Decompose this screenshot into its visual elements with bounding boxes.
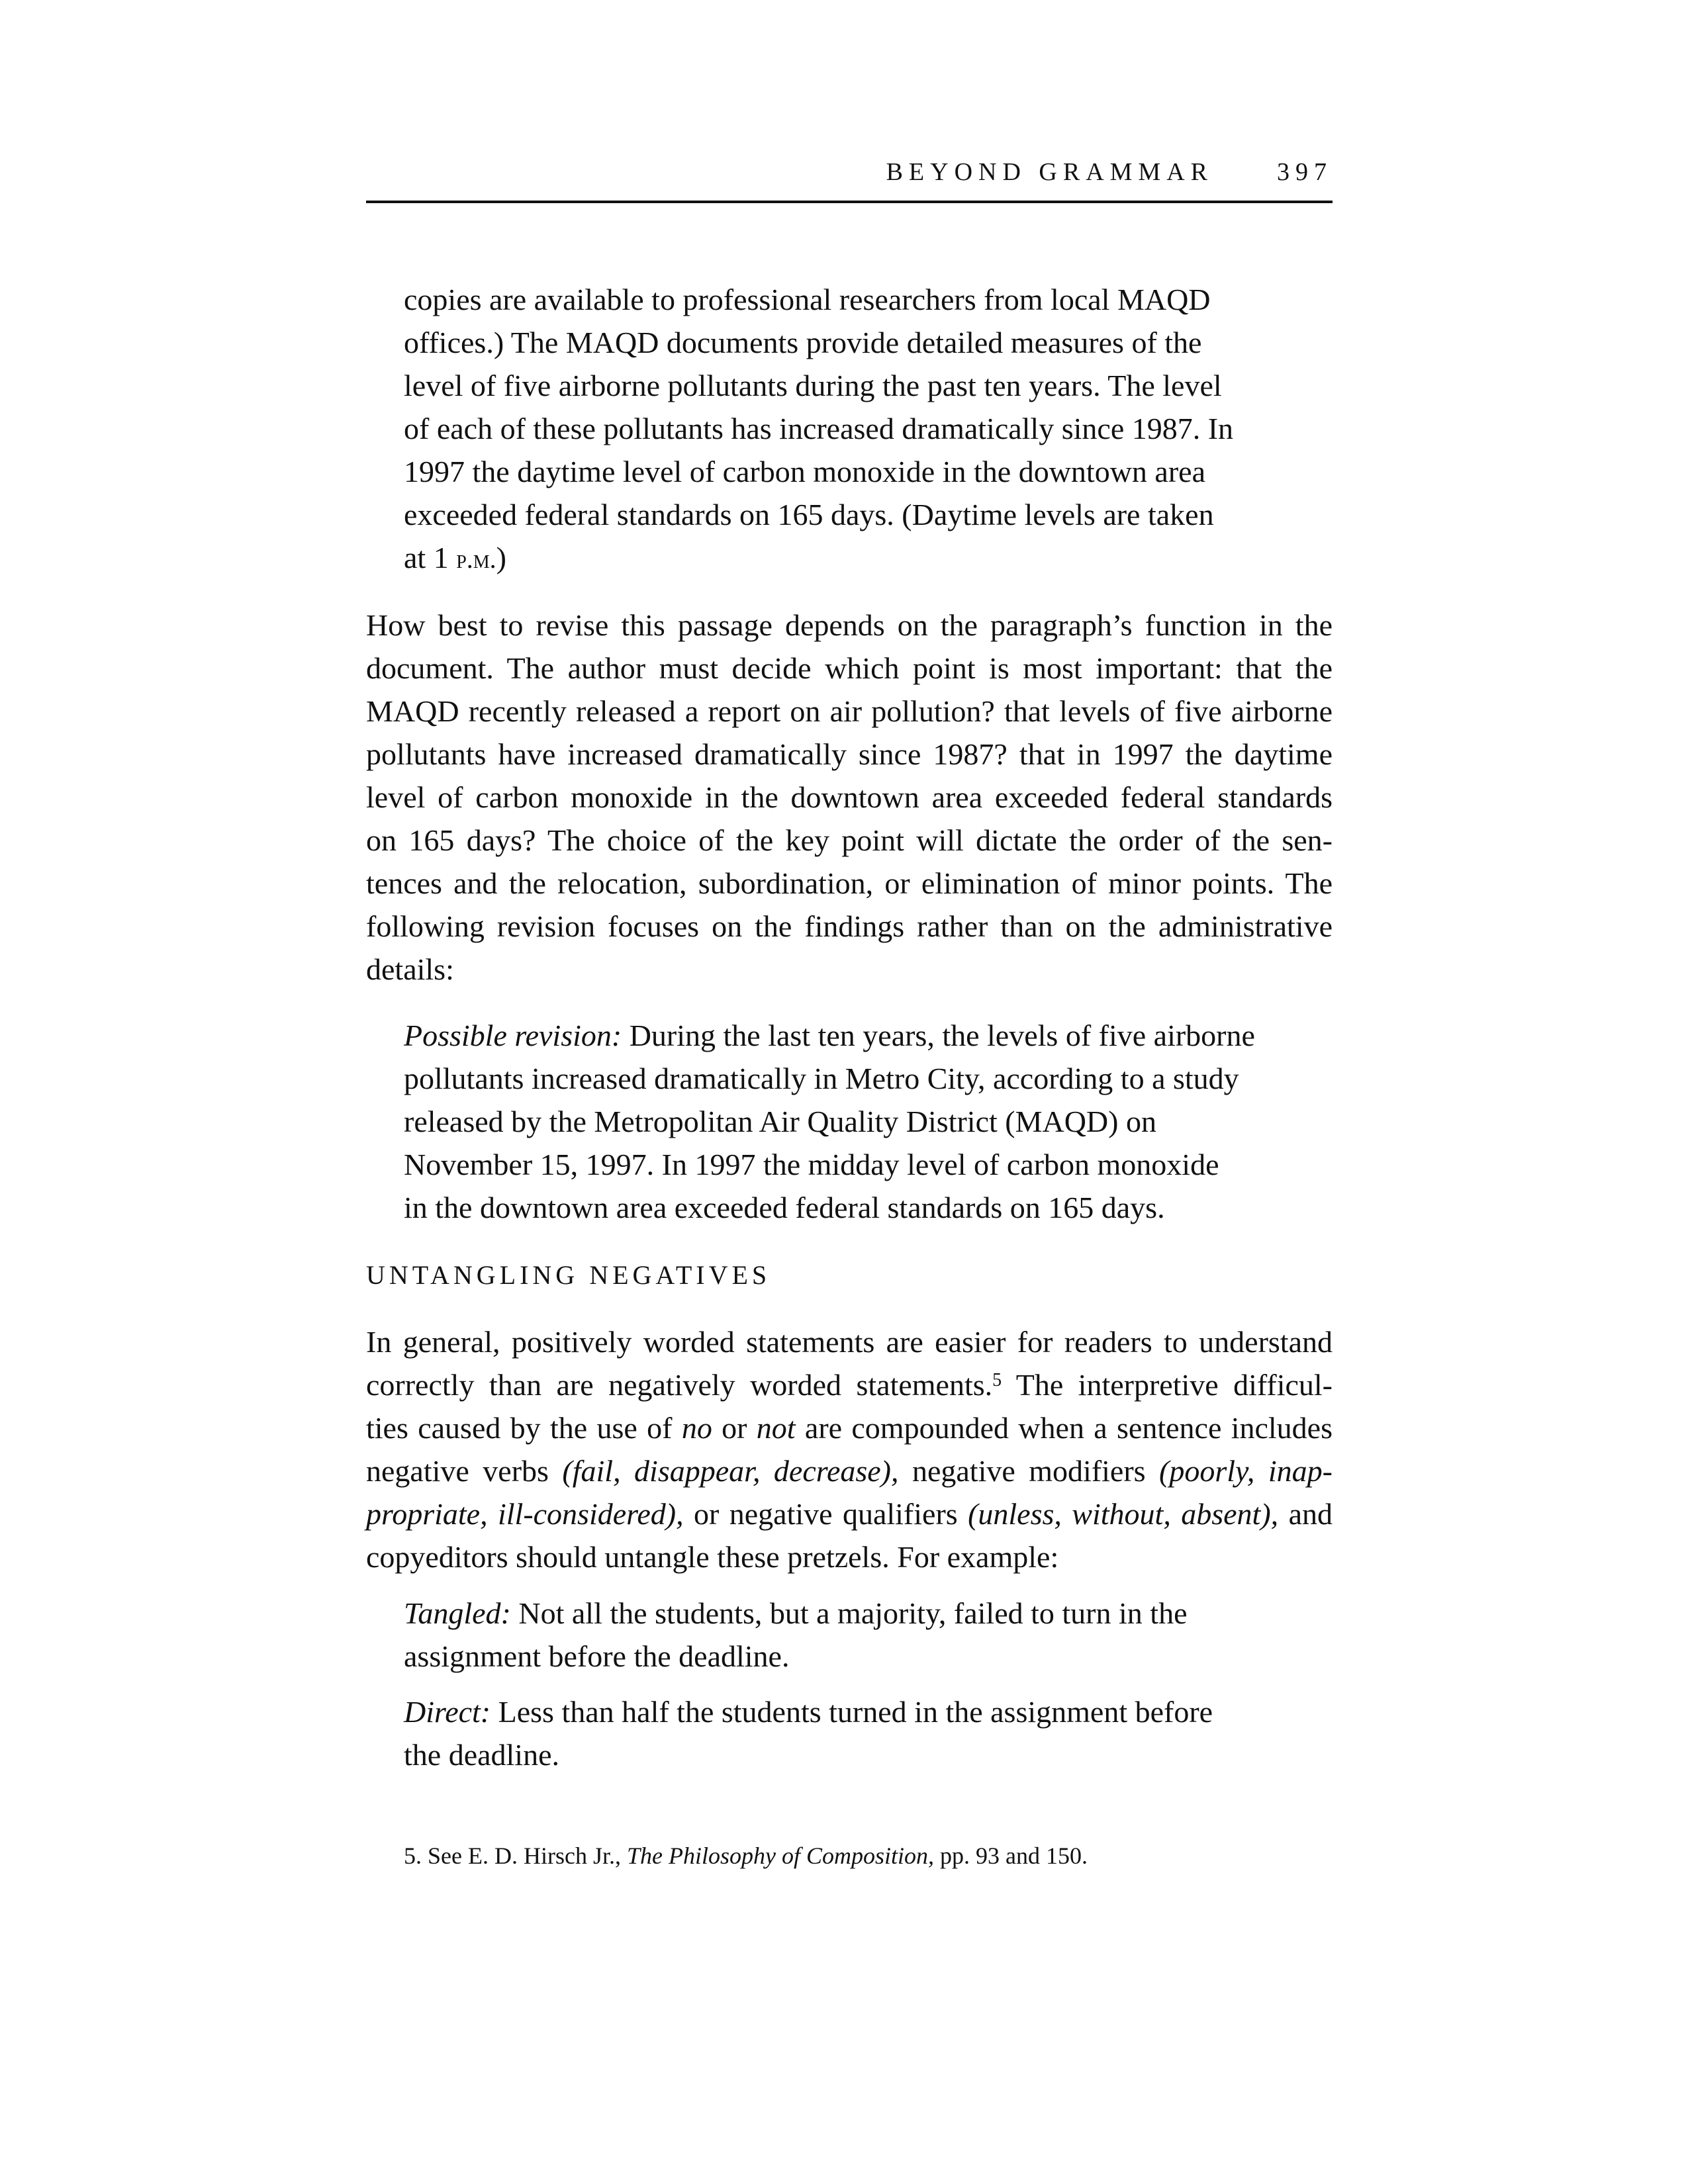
excerpt-line: exceeded federal standards on 165 days. (Daytime levels are taken — [404, 498, 1214, 531]
example-line: assignment before the deadline. — [404, 1639, 790, 1673]
paragraph-revision-discussion — [366, 604, 1333, 991]
page-number: 397 — [1277, 158, 1333, 186]
emphasis-term: no — [681, 1411, 712, 1445]
direct-label: Direct: — [404, 1695, 491, 1729]
footnote-text: See E. D. Hirsch Jr., — [422, 1843, 627, 1869]
paragraph-line: on 165 days? The choice of the key point will dictate the order of the sen- — [366, 823, 1333, 857]
revision-line: released by the Metropolitan Air Quality District (MAQD) on — [404, 1105, 1156, 1138]
footnote-book-title: The Philosophy of Composition, — [626, 1843, 934, 1869]
example-text: Not all the students, but a majority, failed to turn in the — [510, 1596, 1188, 1630]
revision-line: in the downtown area exceeded federal standards on 165 days. — [404, 1191, 1165, 1224]
paragraph-line — [366, 1406, 1333, 1449]
excerpt-text: at 1 — [404, 541, 457, 574]
tangled-label: Tangled: — [404, 1596, 511, 1630]
example-line — [404, 1690, 1304, 1733]
paragraph-text: The interpretive difficul- — [1002, 1368, 1333, 1402]
emphasis-term: propriate, ill-considered), — [366, 1497, 684, 1531]
paragraph-line: MAQD recently released a report on air pollution? that levels of five airborne — [366, 694, 1333, 728]
header-rule — [366, 201, 1333, 203]
revision-line — [404, 1014, 1304, 1057]
direct-example — [404, 1690, 1304, 1776]
example-line: the deadline. — [404, 1738, 560, 1772]
example-line — [404, 1592, 1304, 1635]
excerpt-line: copies are available to professional researchers from local MAQD — [404, 283, 1211, 316]
footnote-number: 5. — [404, 1843, 422, 1869]
footnote — [404, 1842, 1088, 1870]
emphasis-term: (fail, disappear, decrease), — [562, 1454, 899, 1488]
revision-line: November 15, 1997. In 1997 the midday level of carbon monoxide — [404, 1148, 1219, 1181]
revision-line: pollutants increased dramatically in Metro City, according to a study — [404, 1062, 1239, 1095]
paragraph-negatives — [366, 1320, 1333, 1578]
paragraph-text: negative verbs — [366, 1454, 563, 1488]
running-head — [886, 158, 1333, 187]
paragraph-line — [366, 1492, 1333, 1535]
paragraph-line — [366, 1363, 1333, 1406]
paragraph-text: negative modifiers — [898, 1454, 1160, 1488]
paragraph-line: How best to revise this passage depends on the paragraph’s function in the — [366, 608, 1333, 642]
excerpt-line: of each of these pollutants has increased dramatically since 1987. In — [404, 412, 1234, 445]
example-text: Less than half the students turned in the assignment before — [491, 1695, 1213, 1729]
paragraph-text: ties caused by the use of — [366, 1411, 682, 1445]
emphasis-term: (unless, without, absent), — [968, 1497, 1279, 1531]
section-heading: UNTANGLING NEGATIVES — [366, 1260, 771, 1290]
paragraph-line: following revision focuses on the findings rather than on the administrative — [366, 909, 1333, 943]
tangled-example — [404, 1592, 1304, 1678]
paragraph-line: level of carbon monoxide in the downtown area exceeded federal standards — [366, 780, 1333, 814]
footnote-text: pp. 93 and 150. — [933, 1843, 1088, 1869]
excerpt-line — [404, 536, 1304, 580]
paragraph-line: details: — [366, 952, 454, 986]
excerpt-text: ) — [496, 541, 506, 574]
emphasis-term: (poorly, inap- — [1159, 1454, 1333, 1488]
paragraph-text: correctly than are negatively worded statements. — [366, 1368, 993, 1402]
footnote-reference[interactable]: 5 — [992, 1370, 1002, 1390]
paragraph-line: In general, positively worded statements are easier for readers to understand — [366, 1325, 1333, 1359]
paragraph-line: pollutants have increased dramatically since 1987? that in 1997 the daytime — [366, 737, 1333, 771]
excerpt-line: offices.) The MAQD documents provide detailed measures of the — [404, 326, 1202, 359]
revision-label: Possible revision: — [404, 1019, 622, 1052]
running-head-title: BEYOND GRAMMAR — [886, 158, 1213, 186]
time-abbrev: p.m. — [456, 544, 496, 574]
paragraph-text: or negative qualifiers — [683, 1497, 968, 1531]
paragraph-text: are compounded when a sentence includes — [795, 1411, 1333, 1445]
paragraph-line: document. The author must decide which point is most important: that the — [366, 651, 1333, 685]
paragraph-text: or — [712, 1411, 757, 1445]
excerpt-line: 1997 the daytime level of carbon monoxide in the downtown area — [404, 455, 1205, 488]
possible-revision-example — [404, 1014, 1304, 1229]
paragraph-line — [366, 1449, 1333, 1492]
excerpt-line: level of five airborne pollutants during the past ten years. The level — [404, 369, 1222, 402]
paragraph-line: tences and the relocation, subordination, or elimination of minor points. The — [366, 866, 1333, 900]
revision-text: During the last ten years, the levels of five airborne — [622, 1019, 1255, 1052]
paragraph-text: and — [1278, 1497, 1333, 1531]
paragraph-line: copyeditors should untangle these pretzels. For example: — [366, 1540, 1059, 1574]
excerpt-continuation — [404, 278, 1304, 580]
emphasis-term: not — [756, 1411, 796, 1445]
